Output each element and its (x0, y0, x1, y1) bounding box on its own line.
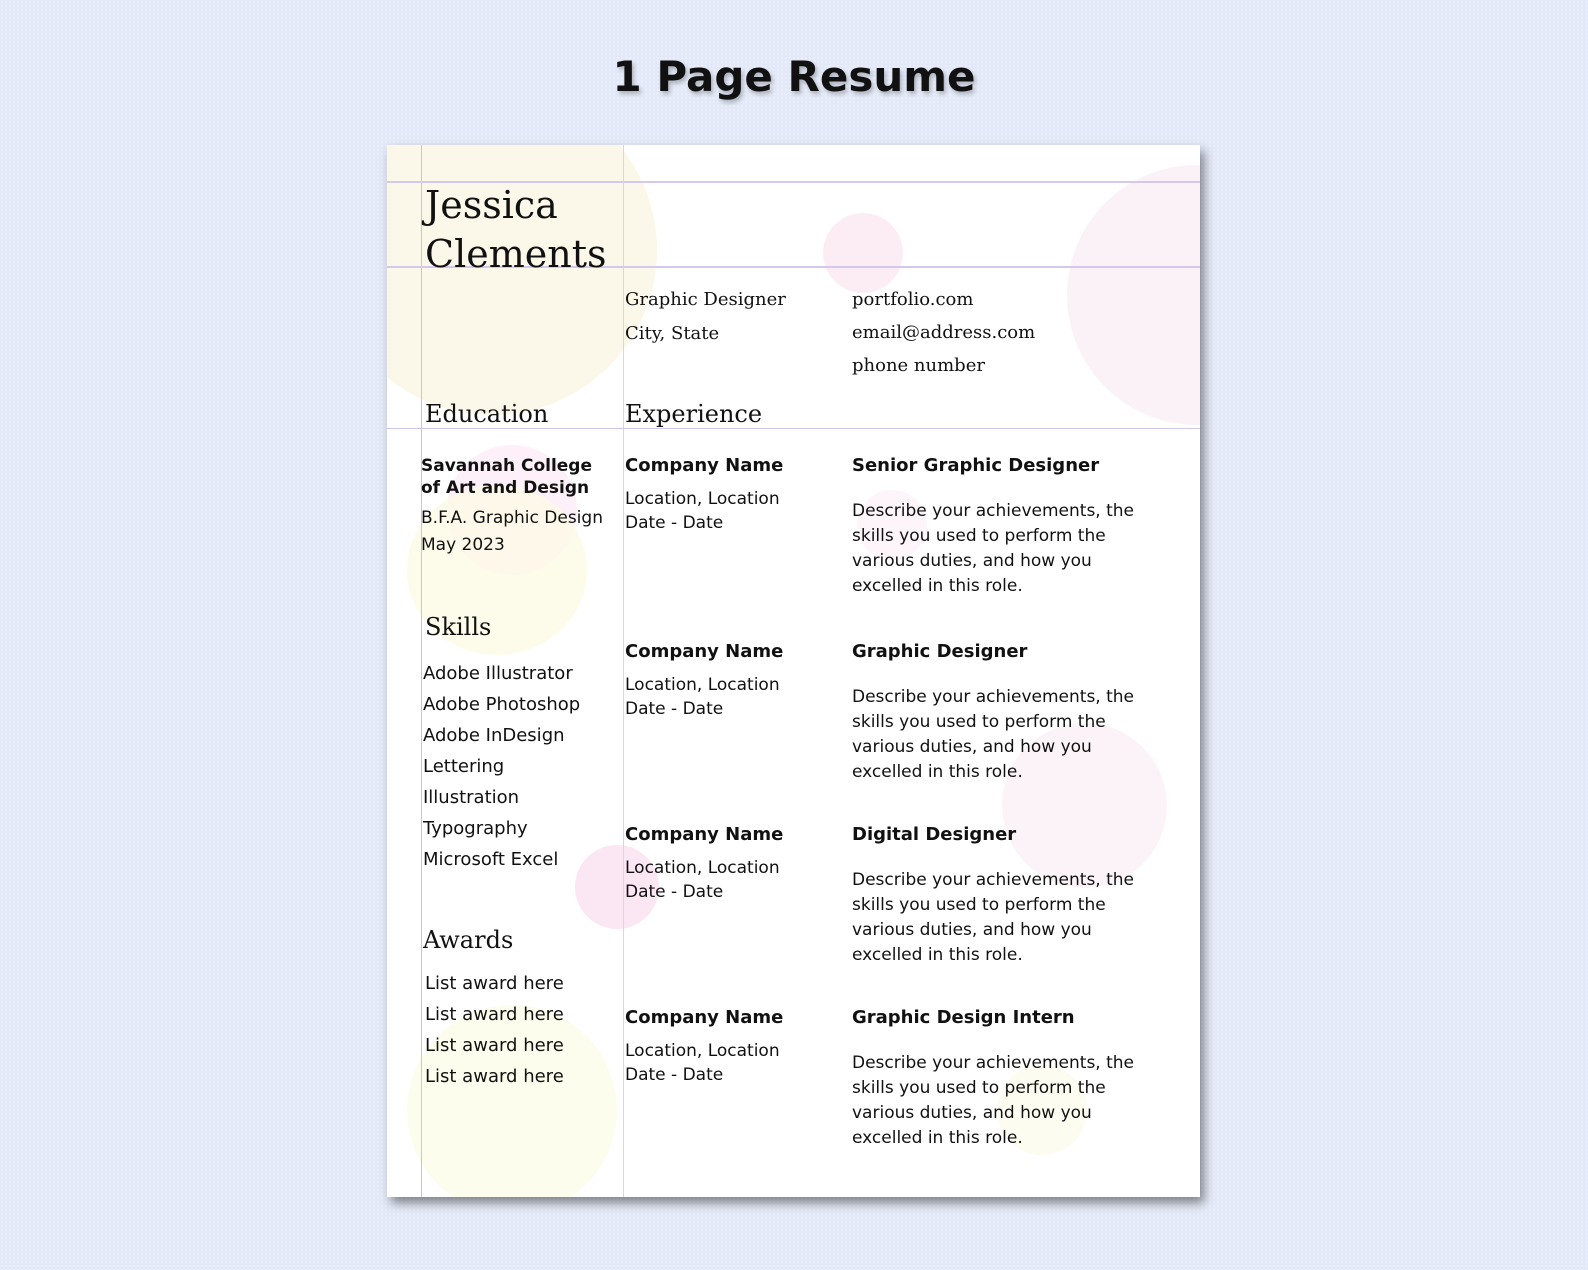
school-name-line2: of Art and Design (421, 478, 590, 498)
awards-list (425, 973, 564, 1097)
award-item: List award here (425, 1066, 564, 1087)
job-dates: Date - Date (625, 699, 724, 719)
job-entry (625, 1007, 783, 1087)
education-block (421, 455, 603, 559)
job-location: Location, Location (625, 489, 780, 509)
graduation-date: May 2023 (421, 535, 505, 555)
job-dates: Date - Date (625, 882, 724, 902)
skill-item: Typography (423, 818, 528, 839)
company-name: Company Name (625, 1007, 784, 1028)
job-role: Senior Graphic Designer (852, 455, 1100, 476)
location: City, State (625, 323, 720, 344)
company-name: Company Name (625, 455, 784, 476)
degree: B.F.A. Graphic Design (421, 508, 603, 528)
job-location: Location, Location (625, 1041, 780, 1061)
name-last: Clements (425, 232, 607, 276)
skill-item: Microsoft Excel (423, 849, 559, 870)
job-role-block (852, 455, 1152, 599)
job-entry (625, 824, 783, 904)
contact-info (852, 283, 1035, 382)
company-name: Company Name (625, 824, 784, 845)
job-description: Describe your achievements, the skills you used to perform the various duties, and how you excelled in this role. (852, 1053, 1135, 1148)
job-dates: Date - Date (625, 1065, 724, 1085)
skill-item: Illustration (423, 787, 520, 808)
award-item: List award here (425, 973, 564, 994)
job-description: Describe your achievements, the skills you used to perform the various duties, and how you excelled in this role. (852, 870, 1135, 965)
decorative-blob (1067, 165, 1200, 425)
job-dates: Date - Date (625, 513, 724, 533)
decorative-blob (823, 213, 903, 293)
award-item: List award here (425, 1035, 564, 1056)
job-info (625, 283, 786, 351)
skill-item: Lettering (423, 756, 505, 777)
job-role: Graphic Designer (852, 641, 1028, 662)
job-role-block (852, 1007, 1152, 1151)
skills-list (423, 663, 580, 880)
school-name-line1: Savannah College (421, 456, 593, 476)
experience-heading: Experience (625, 400, 763, 428)
guide-line-vertical (421, 145, 422, 1197)
skill-item: Adobe Photoshop (423, 694, 581, 715)
awards-heading: Awards (423, 926, 514, 954)
skills-heading: Skills (425, 613, 492, 641)
guide-line-horizontal (387, 428, 1200, 429)
page-title: 1 Page Resume (612, 52, 976, 101)
education-heading: Education (425, 400, 549, 428)
job-role-block (852, 641, 1152, 785)
skill-item: Adobe Illustrator (423, 663, 573, 684)
company-name: Company Name (625, 641, 784, 662)
job-role-block (852, 824, 1152, 968)
phone-number: phone number (852, 355, 985, 376)
job-location: Location, Location (625, 675, 780, 695)
portfolio-link[interactable]: portfolio.com (852, 289, 974, 310)
email-link[interactable]: email@address.com (852, 322, 1036, 343)
skill-item: Adobe InDesign (423, 725, 565, 746)
job-entry (625, 455, 783, 535)
resume-sheet (387, 145, 1200, 1197)
job-description: Describe your achievements, the skills you used to perform the various duties, and how you excelled in this role. (852, 501, 1135, 596)
job-role: Graphic Design Intern (852, 1007, 1075, 1028)
award-item: List award here (425, 1004, 564, 1025)
name-first: Jessica (425, 183, 558, 227)
resume-name (425, 181, 606, 279)
job-title: Graphic Designer (625, 289, 786, 310)
guide-line-vertical (623, 145, 624, 1197)
job-location: Location, Location (625, 858, 780, 878)
job-role: Digital Designer (852, 824, 1017, 845)
job-entry (625, 641, 783, 721)
job-description: Describe your achievements, the skills you used to perform the various duties, and how you excelled in this role. (852, 687, 1135, 782)
